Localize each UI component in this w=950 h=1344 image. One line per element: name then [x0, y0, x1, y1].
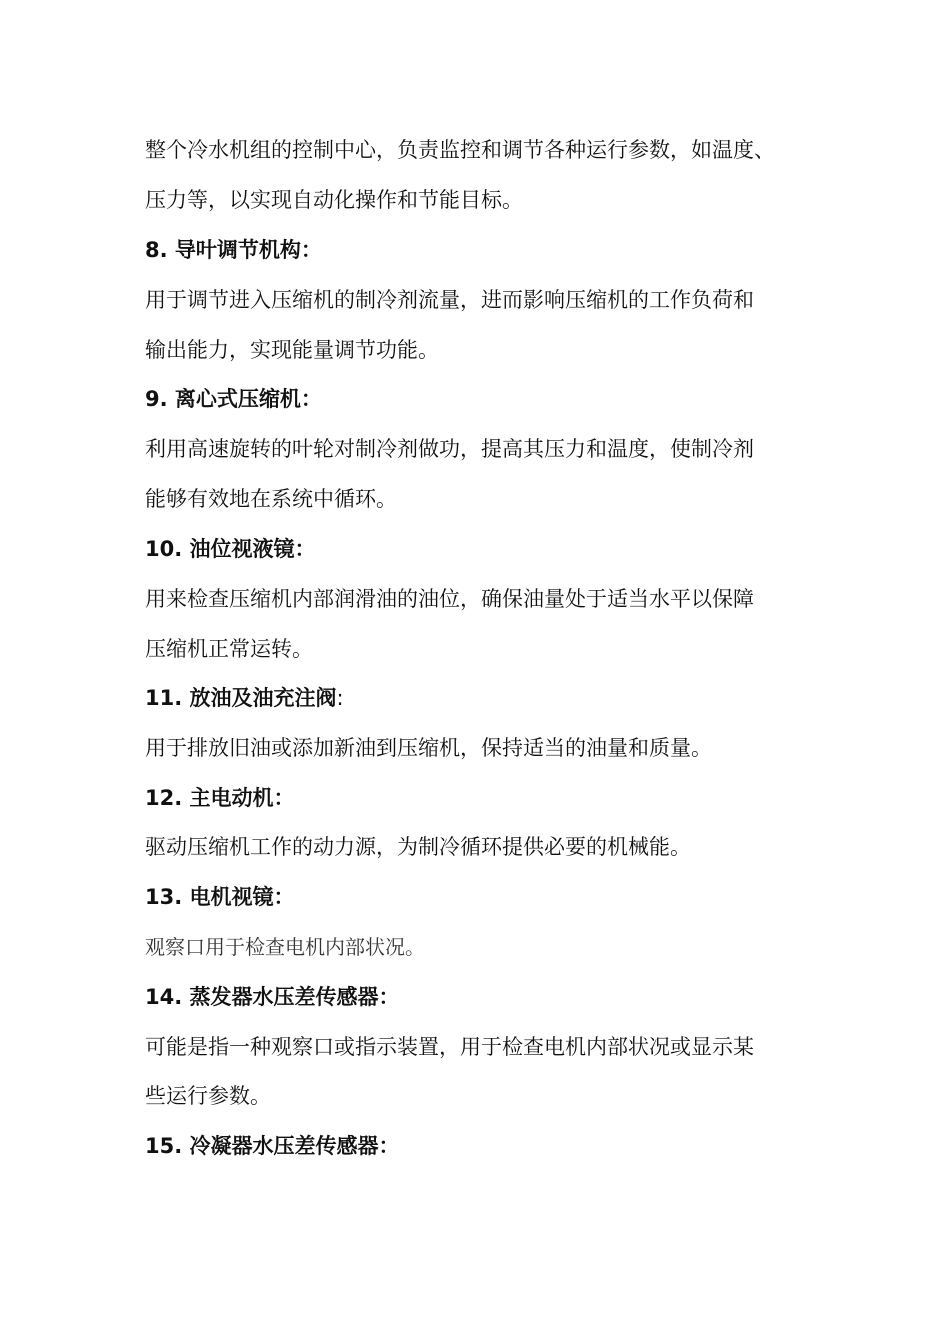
paragraph-14-line-1: 可能是指一种观察口或指示装置，用于检查电机内部状况或显示某 — [145, 1035, 754, 1059]
heading-10: 10. 油位视液镜： — [145, 537, 316, 561]
heading-13: 13. 电机视镜： — [145, 885, 295, 909]
heading-11 — [145, 683, 344, 713]
paragraph-9-line-1: 利用高速旋转的叶轮对制冷剂做功，提高其压力和温度，使制冷剂 — [145, 437, 754, 461]
intro-line-2: 压力等，以实现自动化操作和节能目标。 — [145, 188, 523, 212]
paragraph-10-line-1: 用来检查压缩机内部润滑油的油位，确保油量处于适当水平以保障 — [145, 587, 754, 611]
paragraph-9-line-2: 能够有效地在系统中循环。 — [145, 487, 397, 511]
paragraph-11-line-1: 用于排放旧油或添加新油到压缩机，保持适当的油量和质量。 — [145, 736, 712, 760]
heading-11-text: 11. 放油及油充注阀 — [145, 686, 337, 710]
heading-9: 9. 离心式压缩机： — [145, 387, 322, 411]
heading-15: 15. 冷凝器水压差传感器： — [145, 1134, 400, 1158]
paragraph-10-line-2: 压缩机正常运转。 — [145, 637, 313, 661]
heading-14: 14. 蒸发器水压差传感器： — [145, 985, 400, 1009]
heading-12: 12. 主电动机： — [145, 786, 295, 810]
heading-11-colon: : — [336, 686, 344, 710]
paragraph-8-line-2: 输出能力，实现能量调节功能。 — [145, 338, 439, 362]
intro-line-1: 整个冷水机组的控制中心，负责监控和调节各种运行参数，如温度、 — [145, 138, 775, 162]
paragraph-13-line-1: 观察口用于检查电机内部状况。 — [145, 935, 425, 959]
paragraph-14-line-2: 些运行参数。 — [145, 1084, 271, 1108]
paragraph-12-line-1: 驱动压缩机工作的动力源，为制冷循环提供必要的机械能。 — [145, 835, 691, 859]
paragraph-8-line-1: 用于调节进入压缩机的制冷剂流量，进而影响压缩机的工作负荷和 — [145, 288, 754, 312]
heading-8: 8. 导叶调节机构： — [145, 238, 322, 262]
